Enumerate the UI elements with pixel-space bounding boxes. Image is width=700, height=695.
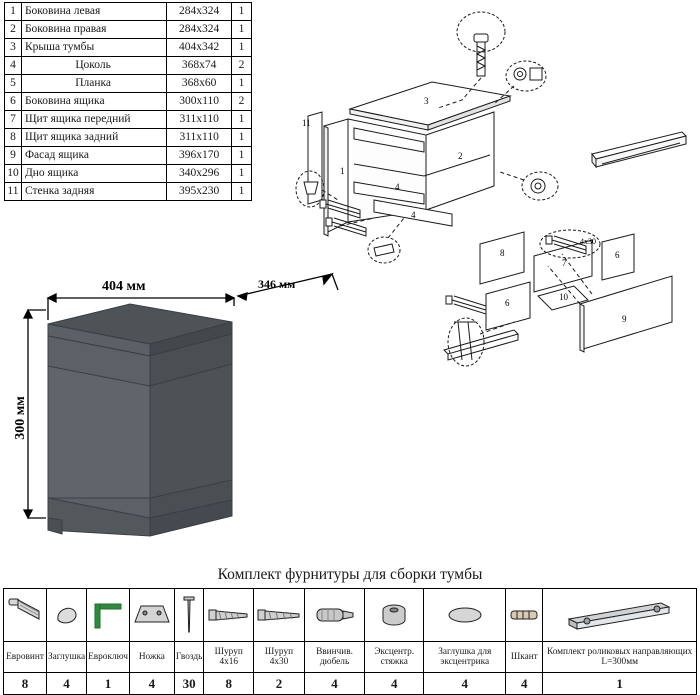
hardware-count: 4 (424, 673, 506, 695)
hardware-table (3, 588, 697, 695)
hardware-cell-screw-4x16 (204, 589, 254, 642)
hardware-counts-row (4, 673, 697, 695)
row-quantity: 1 (232, 147, 252, 165)
row-quantity: 1 (232, 21, 252, 39)
svg-text:6: 6 (505, 298, 510, 308)
hardware-count: 4 (365, 673, 424, 695)
table-row (5, 57, 252, 75)
row-number: 9 (5, 147, 22, 165)
nail-icon (176, 594, 202, 636)
row-dimension: 396х170 (167, 147, 232, 165)
row-name: Боковина левая (21, 3, 166, 21)
hardware-label: Эксцентр. стяжка (365, 642, 424, 673)
hardware-cell-dowel (506, 589, 543, 642)
hardware-count: 8 (4, 673, 47, 695)
eurokey-icon (88, 596, 128, 634)
table-row (5, 147, 252, 165)
screw-dowel-icon (306, 602, 363, 628)
table-row (5, 183, 252, 201)
hardware-cell-screw-4x30 (254, 589, 305, 642)
parts-table (4, 2, 252, 201)
row-name: Фасад ящика (21, 147, 166, 165)
table-row (5, 93, 252, 111)
hardware-label: Ввинчив. дюбель (304, 642, 364, 673)
row-name: Боковина правая (21, 21, 166, 39)
row-dimension: 368х74 (167, 57, 232, 75)
row-number: 3 (5, 39, 22, 57)
svg-text:7: 7 (562, 258, 567, 268)
hardware-label: Комплект роликовых направляющих L=300мм (543, 642, 697, 673)
row-dimension: 340х296 (167, 165, 232, 183)
row-name: Дно ящика (21, 165, 166, 183)
hardware-label: Ножка (129, 642, 174, 673)
hardware-count: 30 (174, 673, 203, 695)
euroscrew-icon (5, 595, 45, 635)
hardware-count: 4 (506, 673, 543, 695)
row-quantity: 1 (232, 165, 252, 183)
row-name: Крыша тумбы (21, 39, 166, 57)
hardware-label: Заглушка (47, 642, 87, 673)
table-row (5, 165, 252, 183)
row-number: 8 (5, 129, 22, 147)
hardware-label: Евроключ (87, 642, 130, 673)
svg-text:3: 3 (424, 96, 429, 106)
table-row (5, 3, 252, 21)
row-name: Щит ящика задний (21, 129, 166, 147)
row-name: Боковина ящика (21, 93, 166, 111)
row-name: Щит ящика передний (21, 111, 166, 129)
hardware-count: 1 (87, 673, 130, 695)
hardware-cell-cam-cover (424, 589, 506, 642)
width-label: 404 мм (102, 279, 146, 294)
table-row (5, 129, 252, 147)
row-number: 6 (5, 93, 22, 111)
svg-text:1: 1 (340, 166, 345, 176)
hardware-cell-screw-dowel (304, 589, 364, 642)
hardware-label: Шуруп 4х16 (204, 642, 254, 673)
row-dimension: 300х110 (167, 93, 232, 111)
table-row (5, 111, 252, 129)
row-number: 4 (5, 57, 22, 75)
row-number: 11 (5, 183, 22, 201)
hardware-cell-eurokey (87, 589, 130, 642)
hardware-label: Шкант (506, 642, 543, 673)
row-quantity: 2 (232, 57, 252, 75)
row-quantity: 1 (232, 129, 252, 147)
hardware-count: 4 (304, 673, 364, 695)
hardware-label: Шуруп 4х30 (254, 642, 305, 673)
svg-text:9: 9 (622, 314, 627, 324)
hardware-cell-foot (129, 589, 174, 642)
hardware-cell-euroscrew (4, 589, 47, 642)
svg-text:4х30: 4х30 (580, 237, 596, 246)
table-row (5, 39, 252, 57)
row-dimension: 395х230 (167, 183, 232, 201)
table-row (5, 21, 252, 39)
row-number: 2 (5, 21, 22, 39)
svg-text:4: 4 (411, 210, 416, 220)
hardware-count: 2 (254, 673, 305, 695)
hardware-cell-drawer-slide (543, 589, 697, 642)
hardware-label: Евровинт (4, 642, 47, 673)
row-name: Стенка задняя (21, 183, 166, 201)
row-quantity: 1 (232, 75, 252, 93)
row-name: Планка (21, 75, 166, 93)
hardware-cell-cap (47, 589, 87, 642)
hardware-section-title: Комплект фурнитуры для сборки тумбы (217, 566, 483, 583)
drawer-slide-icon (544, 599, 695, 631)
row-quantity: 1 (232, 183, 252, 201)
row-number: 1 (5, 3, 22, 21)
row-name: Цоколь (21, 57, 166, 75)
hardware-cell-nail (174, 589, 203, 642)
svg-text:6: 6 (615, 250, 620, 260)
hardware-labels-row (4, 642, 697, 673)
dowel-icon (507, 603, 541, 627)
row-quantity: 1 (232, 3, 252, 21)
screw-4x30-icon (255, 602, 303, 628)
row-dimension: 284х324 (167, 3, 232, 21)
foot-icon (131, 598, 173, 632)
row-dimension: 311х110 (167, 111, 232, 129)
hardware-cell-cam-lock (365, 589, 424, 642)
row-dimension: 404х342 (167, 39, 232, 57)
svg-text:10: 10 (559, 292, 568, 302)
cap-icon (48, 598, 85, 632)
depth-label: 346 мм (258, 277, 296, 291)
row-quantity: 1 (232, 39, 252, 57)
row-number: 7 (5, 111, 22, 129)
cabinet-dimension-drawing (2, 268, 374, 550)
svg-text:8: 8 (500, 248, 505, 258)
cam-cover-icon (425, 601, 504, 629)
screw-4x16-icon (205, 602, 252, 628)
row-dimension: 284х324 (167, 21, 232, 39)
row-quantity: 1 (232, 111, 252, 129)
height-label: 300 мм (13, 396, 28, 440)
hardware-label: Заглушка для эксцентрика (424, 642, 506, 673)
hardware-count: 4 (47, 673, 87, 695)
cam-lock-icon (366, 598, 422, 632)
row-quantity: 2 (232, 93, 252, 111)
svg-text:2: 2 (458, 151, 463, 161)
table-row (5, 75, 252, 93)
row-number: 10 (5, 165, 22, 183)
hardware-count: 1 (543, 673, 697, 695)
hardware-label: Гвоздь (174, 642, 203, 673)
parts-table-body (5, 3, 252, 201)
svg-text:11: 11 (302, 118, 311, 128)
hardware-icons-row (4, 589, 697, 642)
row-dimension: 368х60 (167, 75, 232, 93)
row-number: 5 (5, 75, 22, 93)
svg-text:4: 4 (395, 182, 400, 192)
row-dimension: 311х110 (167, 129, 232, 147)
hardware-count: 4 (129, 673, 174, 695)
hardware-count: 8 (204, 673, 254, 695)
